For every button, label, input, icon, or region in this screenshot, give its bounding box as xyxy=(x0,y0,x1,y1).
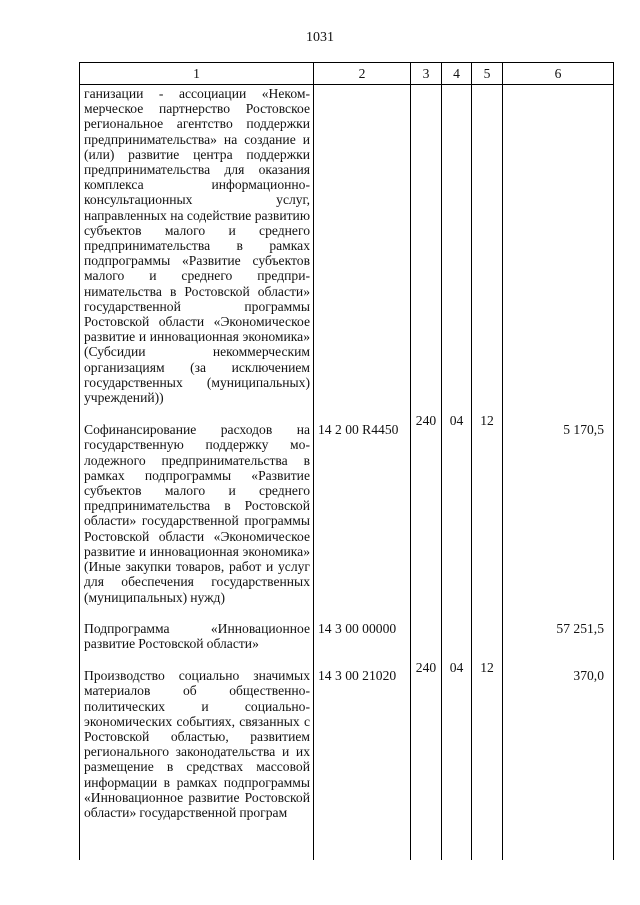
row-expense-type: 240 xyxy=(411,413,442,612)
row-description: Софинансирование расходов на государственную поддержку молодежного предпринимательства в рамках подпрограммы «Развитие субъектов малого и среднего предпринимательства в Ростовской области» государственной программы Ростовской области «Экономическое развитие и инновационная экономика» (Иные закупки товаров, работ и услуг для обеспечения государственных (муниципальных) нужд) xyxy=(80,413,314,612)
row-section: 04 xyxy=(442,660,472,860)
row-description: ганизации - ассоциации «Некоммерческое партнерство Ростовское региональное агентство поддержки предпринимательства» на создание и (или) развитие центра поддержки предпринимательства для оказания комплекса информационно-консультационных услуг, направленных на содействие развитию субъектов малого и среднего предпринимательства в рамках подпрограммы «Развитие субъектов малого и среднего предпринимательства в Ростовской области» государственной программы Ростовской области «Экономическое развитие и инновационная экономика» (Субсидии некоммерческим организациям (за исключением государственных (муниципальных) учреждений)) xyxy=(80,85,314,414)
header-col-1: 1 xyxy=(80,63,314,85)
row-target-code: 14 2 00 R4450 xyxy=(314,413,411,612)
row-expense-type: 240 xyxy=(411,660,442,860)
row-amount: 370,0 xyxy=(503,660,614,860)
row-subsection: 12 xyxy=(472,660,503,860)
row-target-code: 14 3 00 21020 xyxy=(314,660,411,860)
row-expense-type xyxy=(411,85,442,414)
page-number: 1031 xyxy=(306,30,334,45)
row-description: Подпрограмма «Инновационное развитие Ростовской области» xyxy=(80,613,314,660)
table-row xyxy=(80,85,614,414)
table-header-row xyxy=(80,63,614,85)
row-amount xyxy=(503,85,614,414)
row-amount: 5 170,5 xyxy=(503,413,614,612)
header-col-3: 3 xyxy=(411,63,442,85)
table-row xyxy=(80,660,614,860)
row-subsection: 12 xyxy=(472,413,503,612)
row-section xyxy=(442,85,472,414)
header-col-4: 4 xyxy=(442,63,472,85)
header-col-2: 2 xyxy=(314,63,411,85)
row-expense-type xyxy=(411,613,442,660)
row-section xyxy=(442,613,472,660)
row-amount: 57 251,5 xyxy=(503,613,614,660)
row-target-code xyxy=(314,85,411,414)
header-col-6: 6 xyxy=(503,63,614,85)
table-row xyxy=(80,613,614,660)
row-description: Производство социально значимых материалов об общественно-политических и социально-экономических событиях, связанных с Ростовской областью, развитием регионального законодательства и их размещение в средствах массовой информации в рамках подпрограммы «Инновационное развитие Ростовской области» государственной програм xyxy=(80,660,314,860)
row-target-code: 14 3 00 00000 xyxy=(314,613,411,660)
row-subsection xyxy=(472,613,503,660)
row-subsection xyxy=(472,85,503,414)
header-col-5: 5 xyxy=(472,63,503,85)
row-section: 04 xyxy=(442,413,472,612)
table-row xyxy=(80,413,614,612)
budget-table xyxy=(79,62,614,860)
